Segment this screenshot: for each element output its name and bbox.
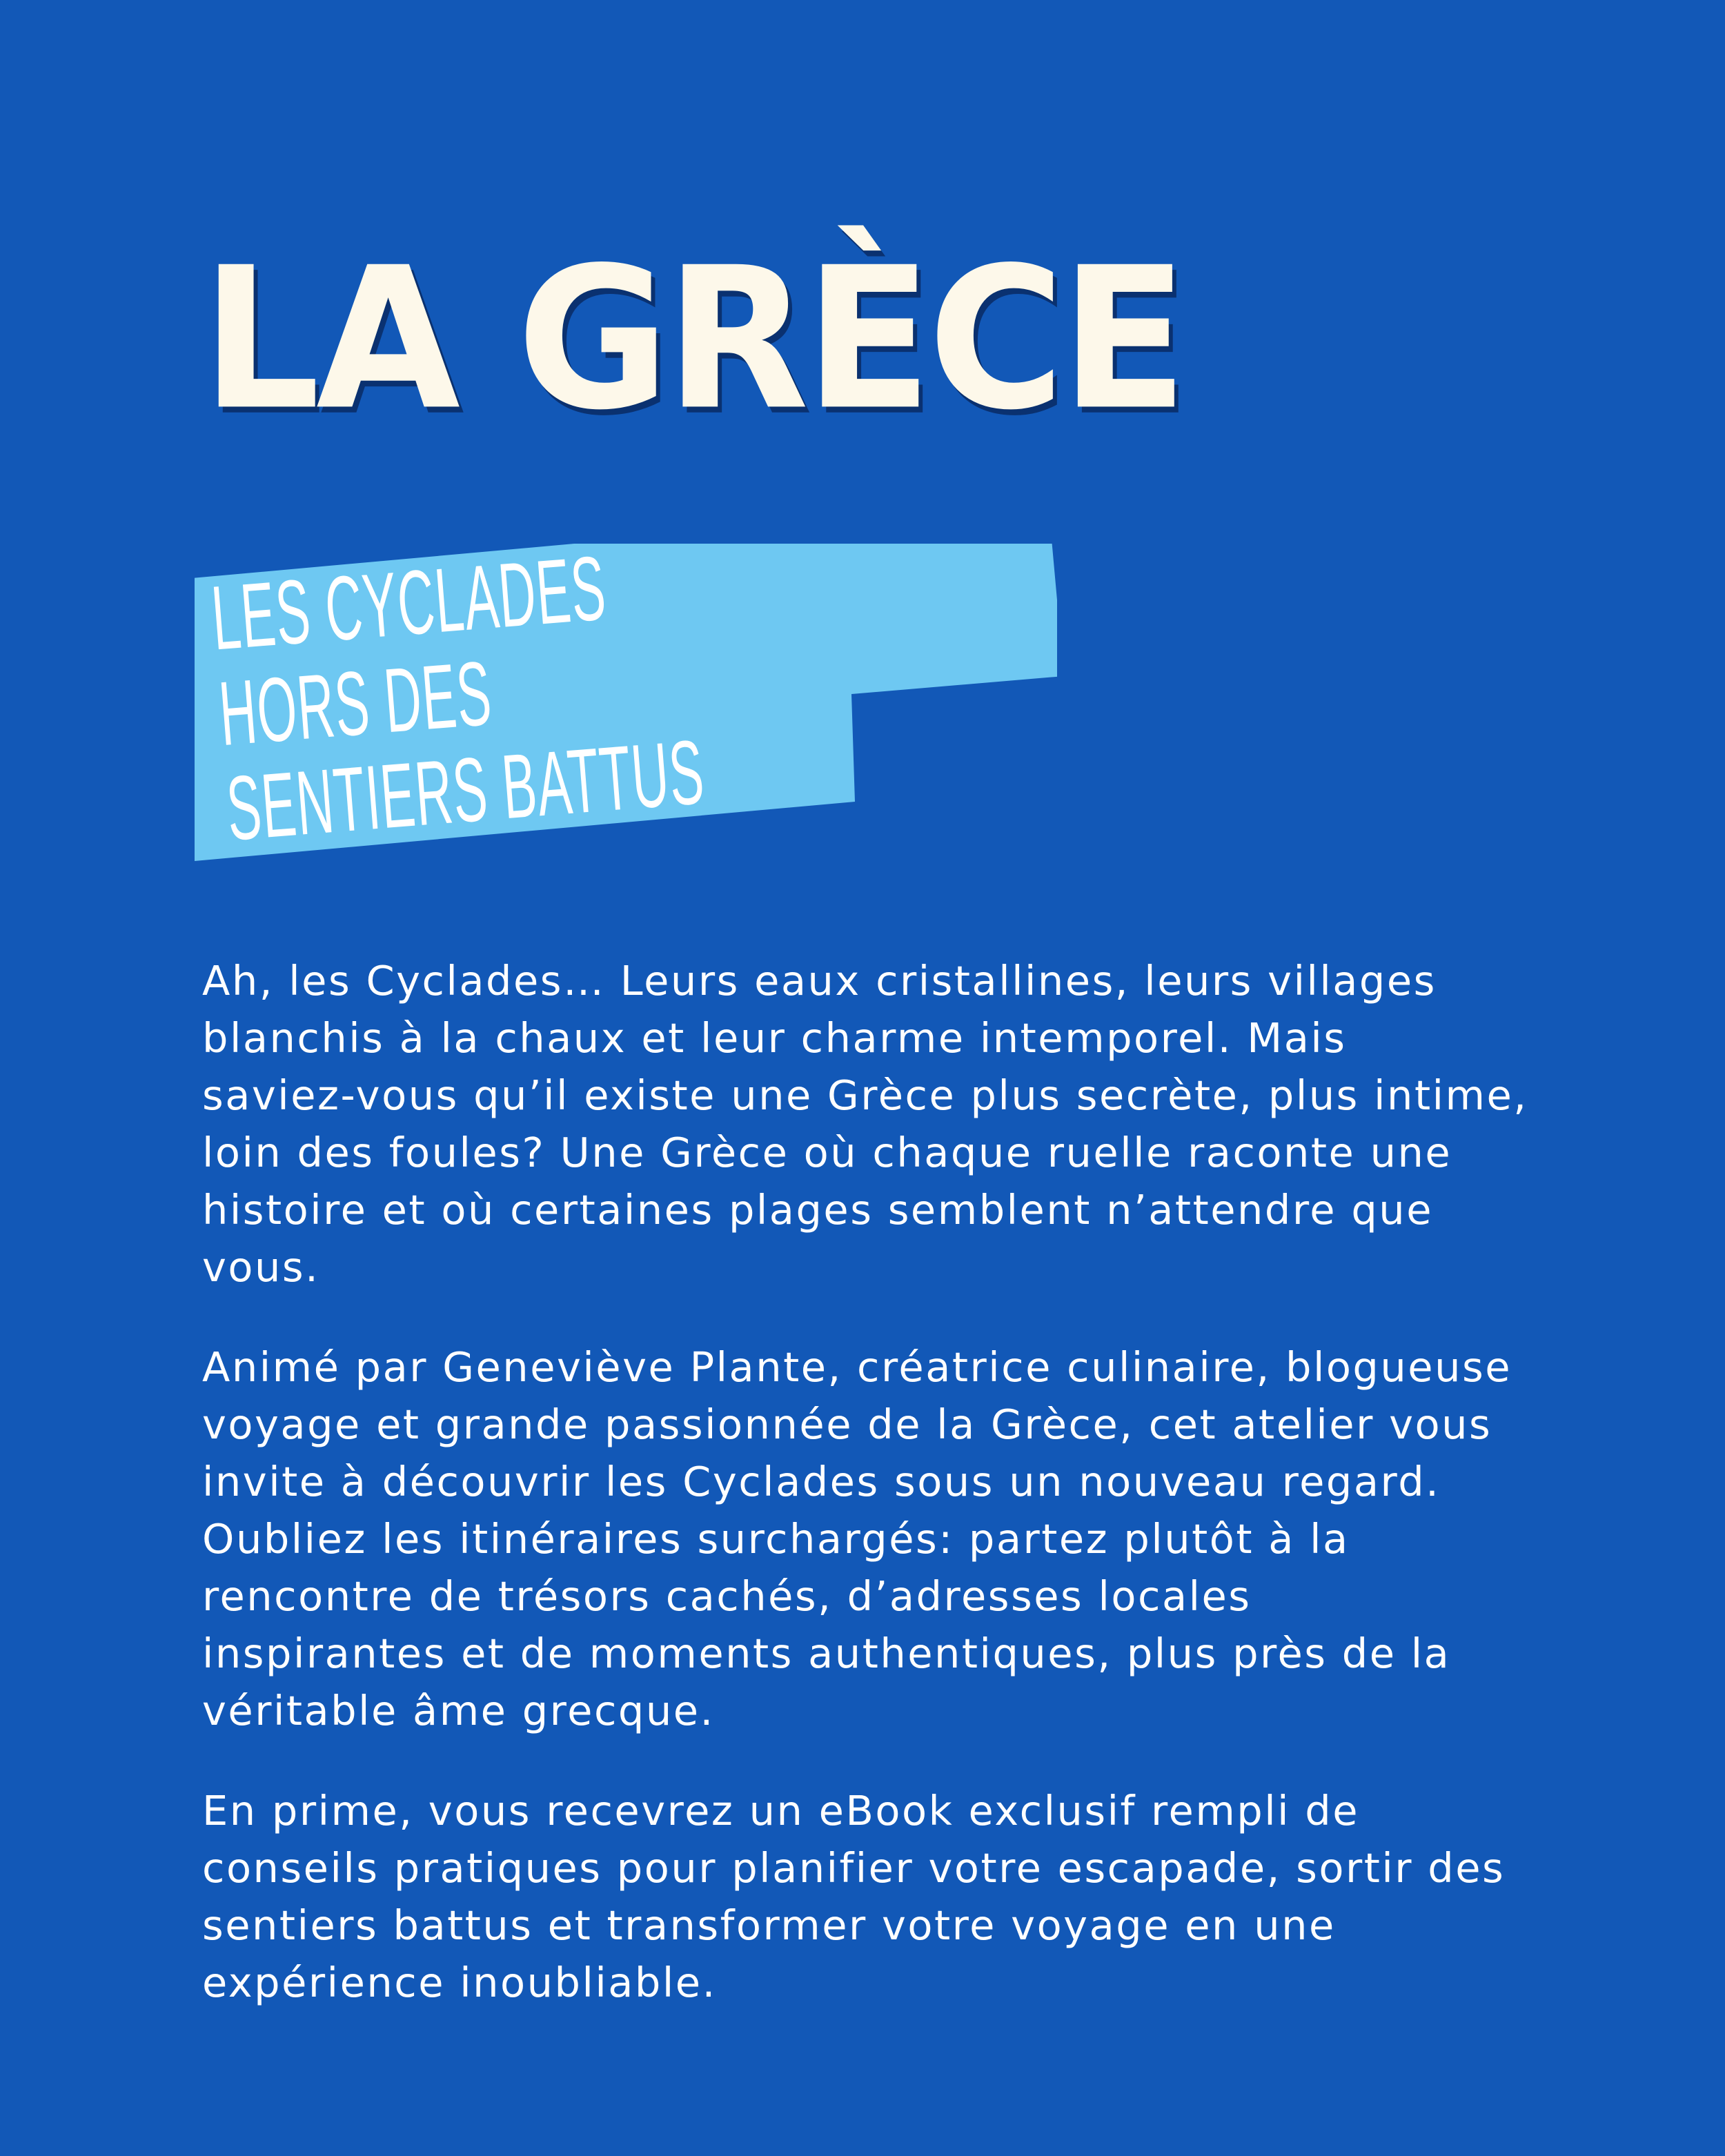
page-title: LA GRÈCE — [201, 224, 1184, 453]
paragraph-intro: Ah, les Cyclades… Leurs eaux cristallines, leurs villages blanchis à la chaux et leur charme intemporel. Mais saviez-vous qu’il existe une Grèce plus secrète, plus intime, loin des foules? Une Grèce où chaque ruelle raconte une histoire et où certaines plages semblent n’attendre que vous. — [202, 957, 1528, 1291]
body-text — [202, 952, 1651, 2054]
paragraph-host: Animé par Geneviève Plante, créatrice culinaire, blogueuse voyage et grande passionnée de la Grèce, cet atelier vous invite à découvrir les Cyclades sous un nouveau regard. Oubliez les itinéraires surchargés: partez plutôt à la rencontre de trésors cachés, d’adresses locales inspirantes et de moments authentiques, plus près de la véritable âme grecque. — [202, 1343, 1512, 1734]
paragraph-ebook: En prime, vous recevrez un eBook exclusif rempli de conseils pratiques pour planifier votre escapade, sortir des sentiers battus et transformer votre voyage en une expérience inoubliable. — [202, 1787, 1506, 2006]
subtitle-text: LES CYCLADES HORS DES SENTIERS BATTUS — [208, 537, 708, 860]
